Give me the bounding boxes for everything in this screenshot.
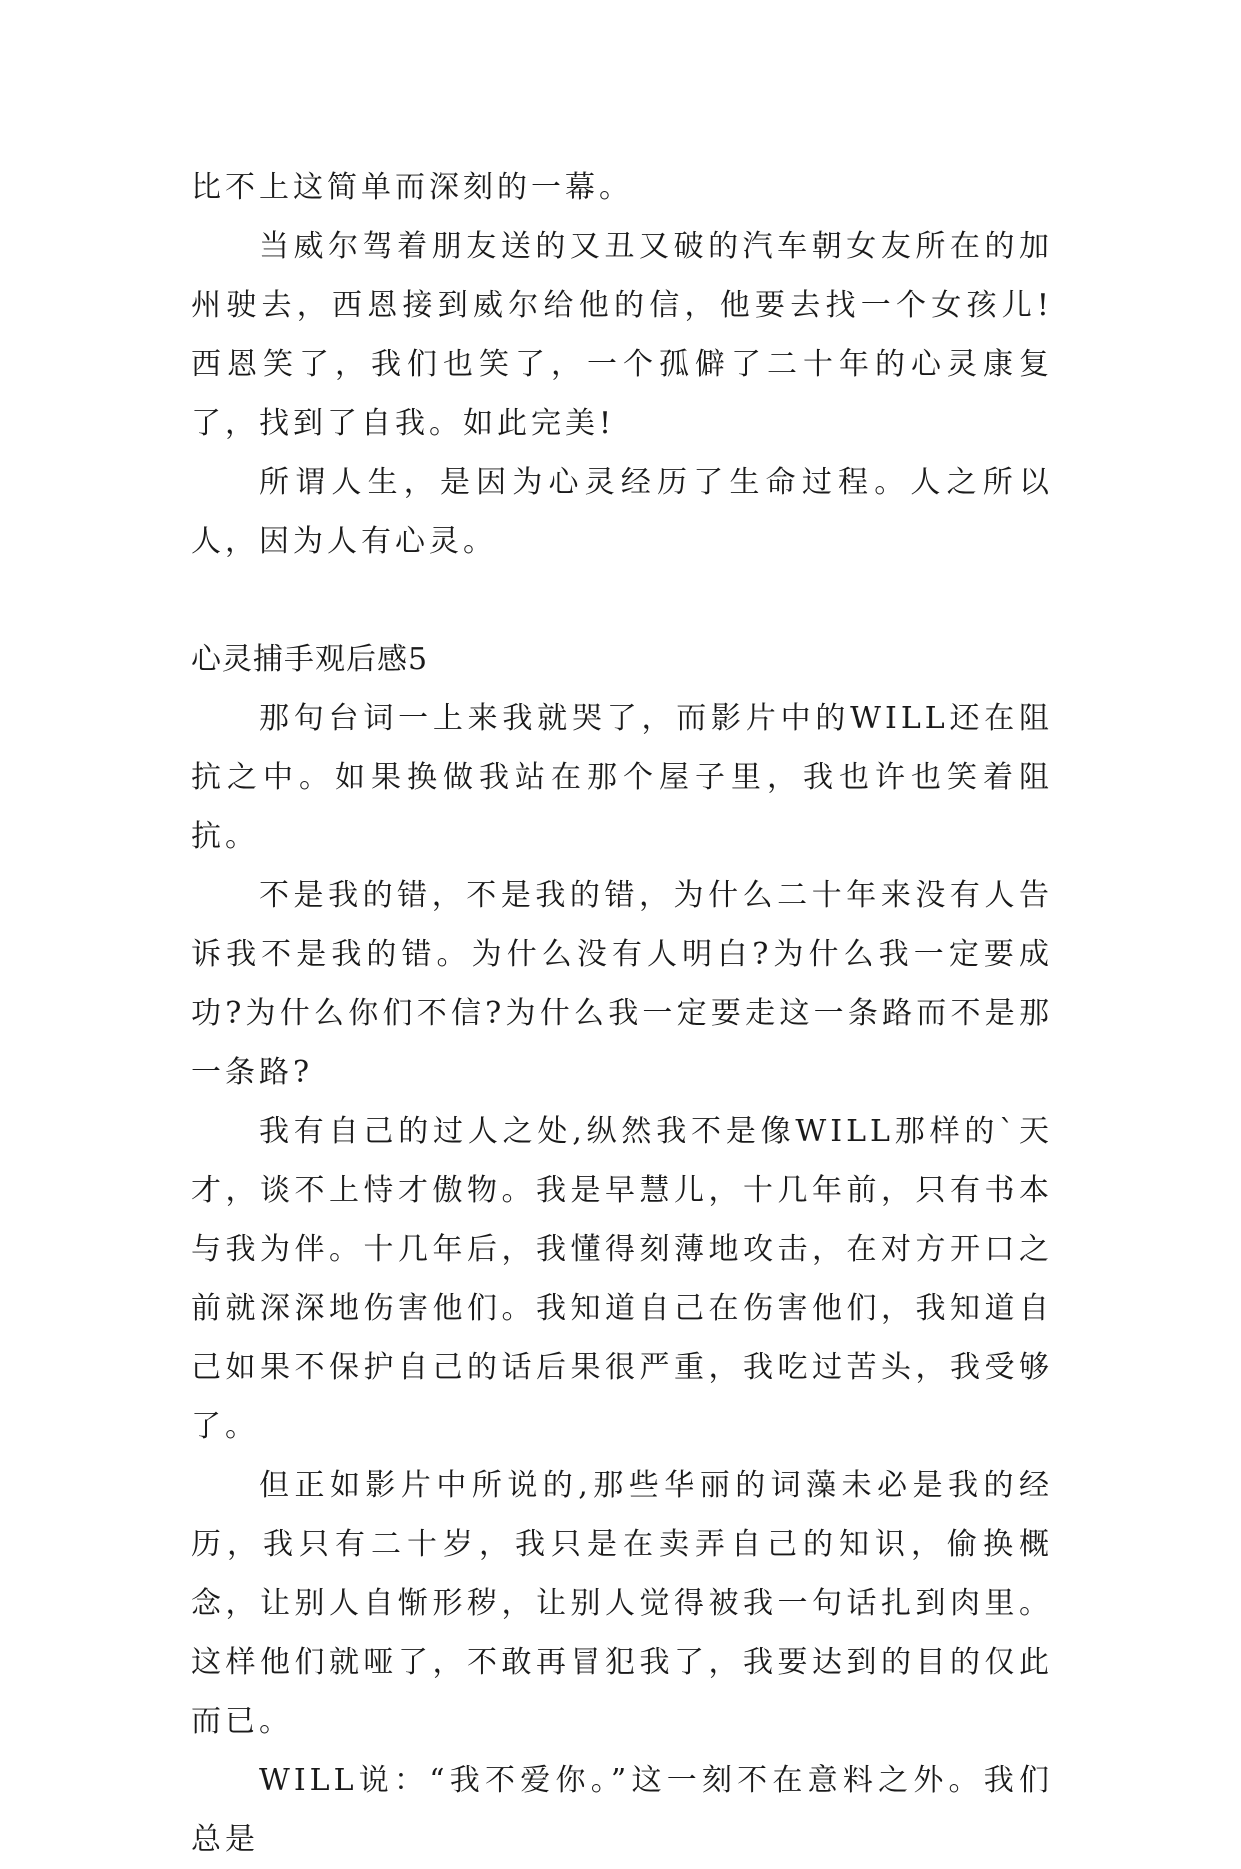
paragraph-i-dont-love-you: WILL说：“我不爱你。”这一刻不在意料之外。我们总是 xyxy=(191,1763,1053,1857)
paragraph-not-my-fault: 不是我的错，不是我的错，为什么二十年来没有人告诉我不是我的错。为什么没有人明白?为什么我一定要成功?为什么你们不信?为什么我一定要走这一条路而不是那一条路? xyxy=(191,878,1053,1090)
document-body xyxy=(191,158,1053,1869)
paragraph-will-drives-away: 当威尔驾着朋友送的又丑又破的汽车朝女友所在的加州驶去，西恩接到威尔给他的信，他要去找一个女孩儿!西恩笑了，我们也笑了，一个孤僻了二十年的心灵康复了，找到了自我。如此完美! xyxy=(191,229,1053,441)
paragraph-flowery-words: 但正如影片中所说的,那些华丽的词藻未必是我的经历，我只有二十岁，我只是在卖弄自己的知识，偷换概念，让别人自惭形秽，让别人觉得被我一句话扎到肉里。这样他们就哑了，不敢再冒犯我了，我要达到的目的仅此而已。 xyxy=(191,1468,1053,1739)
section-title: 心灵捕手观后感5 xyxy=(191,642,429,677)
paragraph-resistance: 那句台词一上来我就哭了，而影片中的WILL还在阻抗之中。如果换做我站在那个屋子里，我也许也笑着阻抗。 xyxy=(191,701,1053,854)
paragraph-strengths: 我有自己的过人之处,纵然我不是像WILL那样的`天才，谈不上恃才傲物。我是早慧儿，十几年前，只有书本与我为伴。十几年后，我懂得刻薄地攻击，在对方开口之前就深深地伤害他们。我知道自己在伤害他们，我知道自己如果不保护自己的话后果很严重，我吃过苦头，我受够了。 xyxy=(191,1114,1053,1444)
paragraph-continuation: 比不上这简单而深刻的一幕。 xyxy=(191,170,633,205)
paragraph-life-and-soul: 所谓人生，是因为心灵经历了生命过程。人之所以人，因为人有心灵。 xyxy=(191,465,1053,559)
